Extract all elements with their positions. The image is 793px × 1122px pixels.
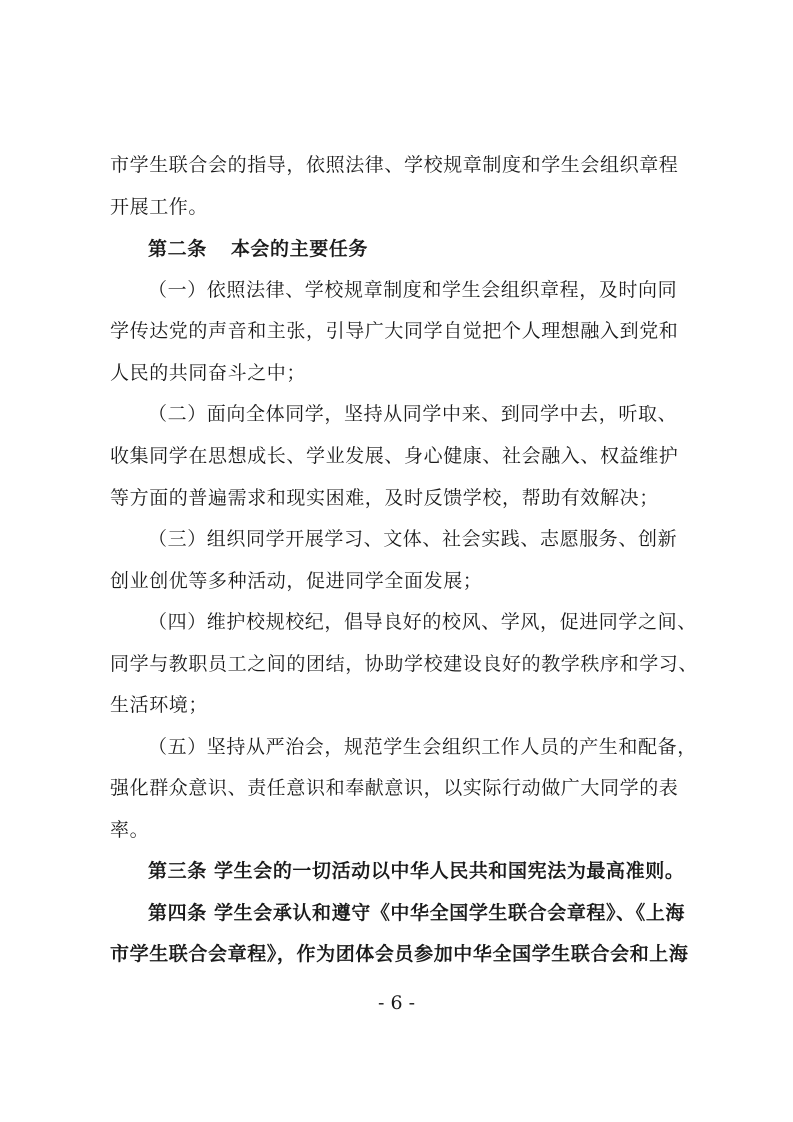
text-line: （三）组织同学开展学习、文体、社会实践、志愿服务、创新 [148,528,678,550]
page-number: - 6 - [377,992,415,1014]
text-line: 收集同学在思想成长、学业发展、身心健康、社会融入、权益维护 [110,445,679,467]
article-number: 第二条 [148,238,207,260]
text-line: 市学生联合会的指导，依照法律、学校规章制度和学生会组织章程 [110,154,679,176]
text-line: （一）依照法律、学校规章制度和学生会组织章程，及时向同 [148,279,678,301]
text-line: （二）面向全体同学，坚持从同学中来、到同学中去，听取、 [148,403,678,425]
article-2-heading [148,236,368,262]
article-4-text: 第四条 学生会承认和遵守《中华全国学生联合会章程》、《上海 [148,902,686,924]
text-line: （四）维护校规校纪，倡导良好的校风、学风，促进同学之间、 [148,611,697,633]
text-line: （五）坚持从严治会，规范学生会组织工作人员的产生和配备， [148,736,697,758]
text-line: 等方面的普遍需求和现实困难，及时反馈学校，帮助有效解决； [110,487,659,509]
text-line: 生活环境； [110,694,209,716]
text-line: 创业创优等多种活动，促进同学全面发展； [110,570,483,592]
article-3-text: 第三条 学生会的一切活动以中华人民共和国宪法为最高准则。 [148,860,685,882]
text-line: 人民的共同奋斗之中； [110,362,307,384]
text-line: 开展工作。 [110,196,209,218]
text-line: 强化群众意识、责任意识和奉献意识，以实际行动做广大同学的表 [110,777,679,799]
text-line: 学传达党的声音和主张，引导广大同学自觉把个人理想融入到党和 [110,320,679,342]
article-4-text-cont: 市学生联合会章程》，作为团体会员参加中华全国学生联合会和上海 [110,943,689,965]
text-line: 率。 [110,819,150,841]
text-line: 同学与教职员工之间的团结，协助学校建设良好的教学秩序和学习、 [110,653,699,675]
article-title: 本会的主要任务 [230,238,369,260]
